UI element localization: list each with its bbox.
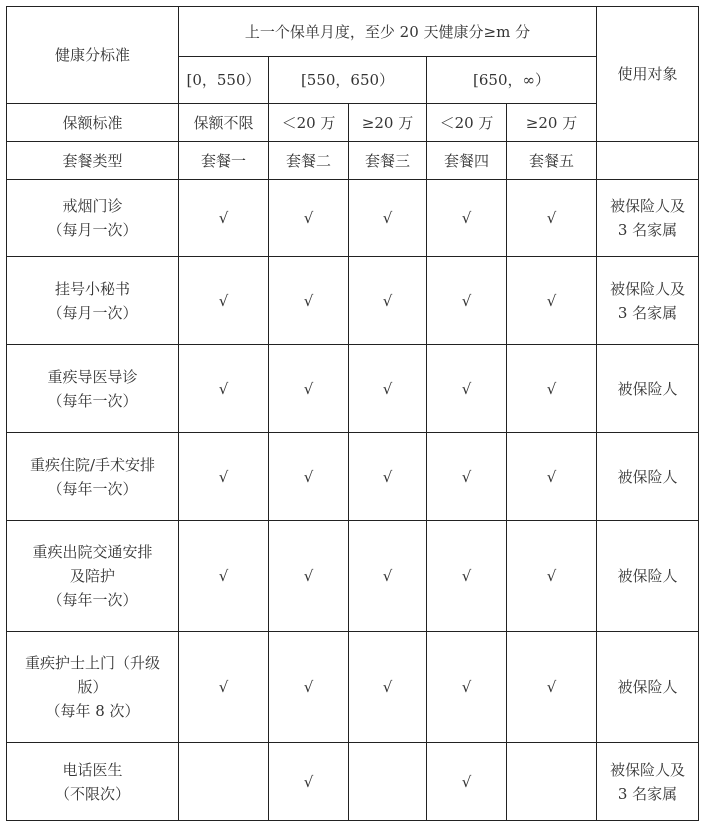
package-check-cell (427, 521, 507, 632)
check-mark-icon: √ (461, 467, 472, 486)
package-check-cell (507, 257, 597, 345)
package-check-cell (269, 521, 349, 632)
check-mark-icon: √ (382, 291, 393, 310)
service-name-line: 及陪护 (69, 567, 115, 585)
package-check-cell (427, 433, 507, 521)
package-check-cell (349, 632, 427, 743)
check-mark-icon: √ (218, 291, 229, 310)
check-mark-icon: √ (461, 567, 472, 585)
check-mark-icon: √ (546, 678, 557, 696)
check-mark-icon: √ (218, 678, 229, 696)
users-cell (597, 257, 699, 345)
package-cell: 套餐二 (269, 142, 349, 180)
header-row-coverage (7, 104, 699, 142)
table-row (7, 180, 699, 257)
service-name-line: 重疾出院交通安排 (32, 543, 153, 561)
package-label: 套餐类型 (7, 142, 179, 180)
users-cell (597, 345, 699, 433)
package-check-cell (269, 257, 349, 345)
package-check-cell (179, 521, 269, 632)
table-row (7, 433, 699, 521)
health-benefit-table (6, 6, 699, 821)
range-cell: [650，∞） (427, 57, 597, 104)
package-cell: 套餐四 (427, 142, 507, 180)
check-mark-icon: √ (461, 772, 472, 791)
package-check-cell (507, 743, 597, 821)
package-check-cell (507, 180, 597, 257)
package-check-cell (427, 345, 507, 433)
table-row (7, 743, 699, 821)
service-name-line: （每月一次） (47, 221, 138, 239)
service-name-line: 戒烟门诊 (62, 197, 123, 215)
range-cell: [550，650） (269, 57, 427, 104)
users-spacer-cell (597, 142, 699, 180)
package-check-cell (269, 632, 349, 743)
header-row-packages (7, 142, 699, 180)
users-line: 被保险人及 (609, 197, 685, 215)
package-check-cell (349, 743, 427, 821)
service-name-line: （每年一次） (47, 479, 138, 498)
check-mark-icon: √ (303, 379, 314, 398)
service-name-cell (7, 521, 179, 632)
users-line: 被保险人 (617, 567, 678, 585)
service-name-line: 重疾护士上门（升级 (24, 654, 160, 672)
users-line: 3 名家属 (617, 221, 678, 239)
check-mark-icon: √ (546, 379, 557, 398)
service-name-line: （每年一次） (47, 391, 138, 410)
package-check-cell (179, 345, 269, 433)
table-row (7, 345, 699, 433)
check-mark-icon: √ (546, 567, 557, 585)
package-check-cell (179, 257, 269, 345)
package-check-cell (179, 743, 269, 821)
check-mark-icon: √ (382, 567, 393, 585)
users-cell (597, 632, 699, 743)
header-row-condition (7, 7, 699, 57)
package-check-cell (427, 180, 507, 257)
package-check-cell (179, 180, 269, 257)
package-check-cell (349, 433, 427, 521)
check-mark-icon: √ (382, 379, 393, 398)
health-standard-header: 健康分标准 (7, 7, 179, 104)
package-check-cell (507, 433, 597, 521)
check-mark-icon: √ (461, 291, 472, 310)
service-name-cell (7, 743, 179, 821)
table-row (7, 632, 699, 743)
package-check-cell (427, 632, 507, 743)
coverage-cell: 保额不限 (179, 104, 269, 142)
check-mark-icon: √ (382, 467, 393, 486)
users-column-header: 使用对象 (597, 7, 699, 142)
package-check-cell (179, 433, 269, 521)
service-name-cell (7, 180, 179, 257)
package-check-cell (179, 632, 269, 743)
package-check-cell (349, 257, 427, 345)
users-cell (597, 743, 699, 821)
users-line: 3 名家属 (617, 784, 678, 803)
service-name-cell (7, 632, 179, 743)
package-check-cell (507, 345, 597, 433)
users-line: 被保险人 (617, 467, 678, 486)
coverage-cell: ≥20 万 (507, 104, 597, 142)
check-mark-icon: √ (546, 467, 557, 486)
service-name-line: （每年一次） (47, 591, 138, 609)
users-line: 被保险人 (617, 678, 678, 696)
condition-header: 上一个保单月度，至少 20 天健康分≥m 分 (179, 7, 597, 57)
package-check-cell (507, 521, 597, 632)
package-check-cell (269, 743, 349, 821)
package-check-cell (269, 433, 349, 521)
check-mark-icon: √ (303, 567, 314, 585)
check-mark-icon: √ (303, 209, 314, 227)
service-name-line: （不限次） (54, 784, 130, 803)
users-line: 被保险人及 (609, 279, 685, 298)
check-mark-icon: √ (218, 567, 229, 585)
coverage-label: 保额标准 (7, 104, 179, 142)
check-mark-icon: √ (461, 379, 472, 398)
service-name-cell (7, 433, 179, 521)
package-cell: 套餐一 (179, 142, 269, 180)
users-cell (597, 433, 699, 521)
package-check-cell (427, 257, 507, 345)
service-name-line: 挂号小秘书 (54, 279, 130, 298)
check-mark-icon: √ (218, 379, 229, 398)
users-line: 被保险人 (617, 379, 678, 398)
check-mark-icon: √ (382, 209, 393, 227)
package-check-cell (427, 743, 507, 821)
range-cell: [0，550） (179, 57, 269, 104)
table-row (7, 257, 699, 345)
users-cell (597, 180, 699, 257)
check-mark-icon: √ (461, 678, 472, 696)
service-name-line: 重疾导医导诊 (47, 367, 138, 386)
table-row (7, 521, 699, 632)
package-check-cell (349, 345, 427, 433)
coverage-cell: ＜20 万 (269, 104, 349, 142)
package-check-cell (349, 521, 427, 632)
package-cell: 套餐五 (507, 142, 597, 180)
users-line: 3 名家属 (617, 303, 678, 322)
check-mark-icon: √ (218, 209, 229, 227)
package-check-cell (507, 632, 597, 743)
service-name-cell (7, 345, 179, 433)
coverage-cell: ≥20 万 (349, 104, 427, 142)
users-line: 被保险人及 (609, 760, 685, 779)
check-mark-icon: √ (382, 678, 393, 696)
service-name-line: （每年 8 次） (45, 702, 140, 720)
coverage-cell: ＜20 万 (427, 104, 507, 142)
check-mark-icon: √ (303, 772, 314, 791)
check-mark-icon: √ (461, 209, 472, 227)
service-name-line: （每月一次） (47, 303, 138, 322)
check-mark-icon: √ (546, 209, 557, 227)
package-cell: 套餐三 (349, 142, 427, 180)
check-mark-icon: √ (546, 291, 557, 310)
check-mark-icon: √ (218, 467, 229, 486)
package-check-cell (269, 180, 349, 257)
check-mark-icon: √ (303, 678, 314, 696)
users-cell (597, 521, 699, 632)
service-name-line: 重疾住院/手术安排 (29, 455, 156, 474)
check-mark-icon: √ (303, 291, 314, 310)
check-mark-icon: √ (303, 467, 314, 486)
service-name-line: 电话医生 (62, 760, 123, 779)
package-check-cell (349, 180, 427, 257)
service-name-cell (7, 257, 179, 345)
service-name-line: 版） (77, 678, 108, 696)
package-check-cell (269, 345, 349, 433)
